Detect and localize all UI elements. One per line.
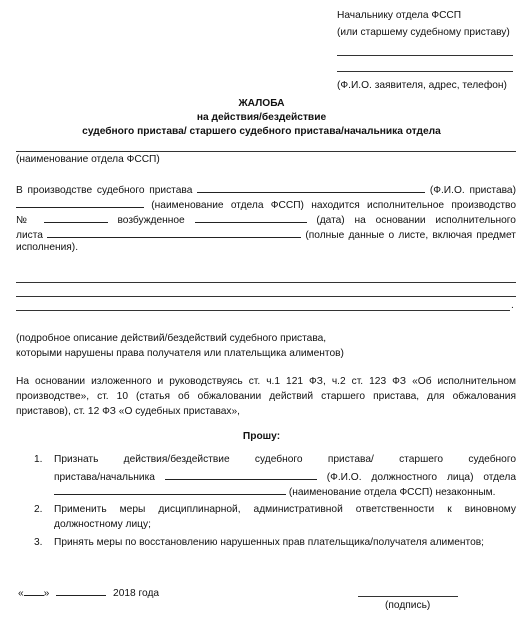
description-blank-2 [16,296,516,297]
text: возбужденное [117,215,185,226]
request-1-line-3 [54,484,496,498]
text: На основании изложенного и руководствуясь ст. ч.1 121 ФЗ, ч.2 ст. 123 ФЗ «Об исполнительном [16,376,516,387]
request-2-line-2: должностному лицу; [54,519,151,530]
description-blank-1 [16,282,516,283]
text: Применить меры дисциплинарной, административной ответственности к виновному [54,504,516,515]
dept-blank [16,151,516,152]
dept-name-blank [16,197,144,208]
quote-open: « [18,588,24,599]
request-2-line-1 [54,504,516,515]
request-1-line-2 [54,469,516,483]
applicant-blank-2 [337,71,513,72]
request-1-line-1 [54,454,516,465]
text: пристава/начальника [54,472,155,483]
applicant-blank-1 [337,55,513,56]
text: (Ф.И.О. пристава) [429,185,516,196]
writ-details-blank [47,227,301,238]
description-caption-1: (подробное описание действий/бездействий судебного пристава, [16,333,327,344]
legal-basis-line-2 [16,391,516,402]
signature-blank [358,596,458,597]
text: В производстве судебного пристава [16,185,193,196]
text: (наименование отдела ФССП) находится исполнительное производство [151,200,516,211]
document-subtitle: на действия/бездействие [196,112,327,123]
request-1-number: 1. [34,454,43,465]
text: (полные данные о листе, включая предмет [305,230,516,241]
request-2-number: 2. [34,504,43,515]
request-3-number: 3. [34,537,43,548]
document-subtitle-2: судебного пристава/ старшего судебного пристава/начальника отдела [82,126,441,137]
text: производстве», ст. 10 (статья об обжаловании действий старшего пристава, для обжалования [16,391,516,402]
text: № [16,215,34,226]
para1-line-1 [16,182,516,196]
year-text: 2018 года [113,588,160,599]
request-title: Прошу: [242,431,281,442]
para1-line-5: исполнения). [16,242,79,253]
day-blank [24,585,44,596]
signature-caption: (подпись) [385,600,431,611]
document-title: ЖАЛОБА [238,98,285,109]
description-end-period: . [511,300,514,311]
description-caption-2: которыми нарушены права получателя или плательщика алиментов) [16,348,344,359]
para1-line-2 [16,197,516,211]
text: Признать действия/бездействие судебного пристава/ старшего судебного [54,454,516,465]
addressee-line-2: (или старшему судебному приставу) [337,27,510,38]
description-blank-3 [16,310,510,311]
para1-line-3 [16,212,516,226]
month-blank [56,585,106,596]
request-dept-blank [54,484,286,495]
text: (дата) на основании исполнительного [316,215,516,226]
case-number-blank [44,212,108,223]
official-name-blank [165,469,317,480]
legal-basis-line-3: приставов), ст. 12 ФЗ «О судебных приставах», [16,406,241,417]
text: (Ф.И.О. должностного лица) отдела [326,472,516,483]
date-blank [195,212,307,223]
para1-line-4 [16,227,516,241]
text: (наименование отдела ФССП) незаконным. [288,487,496,498]
request-3-line-1: Принять меры по восстановлению нарушенных прав плательщика/получателя алиментов; [54,537,484,548]
bailiff-name-blank [197,182,425,193]
legal-basis-line-1 [16,376,516,387]
addressee-line-1: Начальнику отдела ФССП [337,10,462,21]
applicant-caption: (Ф.И.О. заявителя, адрес, телефон) [337,80,507,91]
quote-close: » [43,588,50,599]
text: листа [16,230,43,241]
date-field [18,585,159,599]
dept-caption: (наименование отдела ФССП) [16,154,160,165]
